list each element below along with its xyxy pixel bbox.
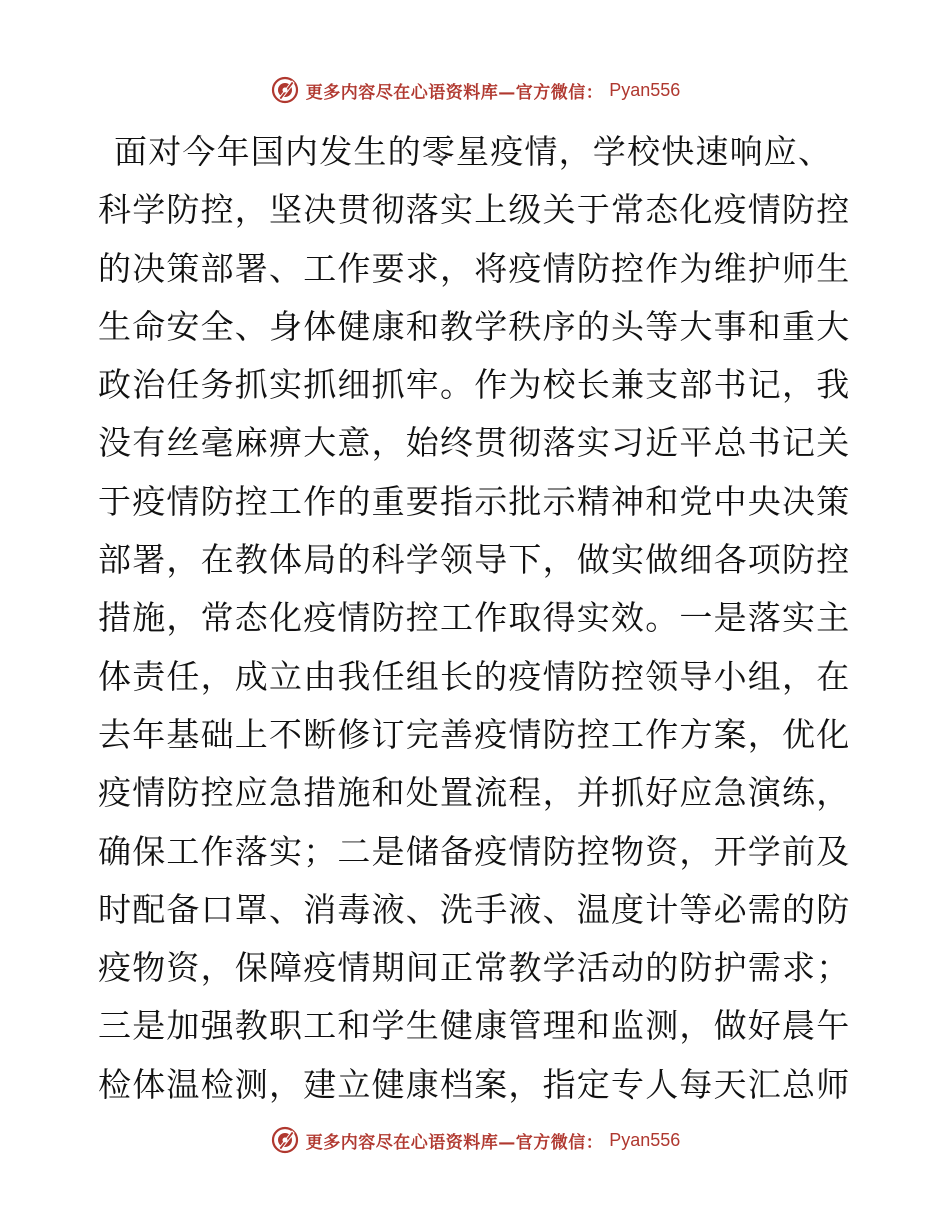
quill-seal-logo-icon: [270, 75, 300, 105]
body-line: 政治任务抓实抓细抓牢。作为校长兼支部书记，我: [98, 365, 851, 405]
body-line: 去年基础上不断修订完善疫情防控工作方案，优化: [98, 714, 851, 754]
body-line: 生命安全、身体健康和教学秩序的头等大事和重大: [98, 306, 851, 346]
header-watermark-banner: [0, 73, 950, 107]
header-wechat-id: Pyan556: [609, 79, 681, 100]
quill-seal-logo-icon: [270, 1125, 300, 1155]
footer-watermark-banner: [0, 1123, 950, 1157]
body-line: 没有丝毫麻痹大意，始终贯彻落实习近平总书记关: [98, 423, 851, 463]
body-line: 措施，常态化疫情防控工作取得实效。一是落实主: [98, 598, 851, 638]
body-line: 体责任，成立由我任组长的疫情防控领导小组，在: [98, 656, 851, 696]
document-body: [98, 123, 858, 1114]
body-line: 三是加强教职工和学生健康管理和监测，做好晨午: [98, 1006, 851, 1046]
body-line: 疫物资，保障疫情期间正常教学活动的防护需求；: [98, 948, 851, 988]
footer-wechat-id: Pyan556: [609, 1129, 681, 1150]
body-line: 确保工作落实；二是储备疫情防控物资，开学前及: [98, 831, 851, 871]
body-line: 科学防控，坚决贯彻落实上级关于常态化疫情防控: [98, 190, 851, 230]
body-line: 面对今年国内发生的零星疫情，学校快速响应、: [114, 132, 833, 171]
body-line: 时配备口罩、消毒液、洗手液、温度计等必需的防: [98, 889, 851, 929]
header-banner-text: 更多内容尽在心语资料库—官方微信：: [305, 82, 604, 103]
body-line: 部署，在教体局的科学领导下，做实做细各项防控: [98, 540, 851, 580]
body-line: 于疫情防控工作的重要指示批示精神和党中央决策: [98, 481, 851, 521]
footer-banner-text: 更多内容尽在心语资料库—官方微信：: [305, 1132, 604, 1153]
body-line: 的决策部署、工作要求，将疫情防控作为维护师生: [98, 248, 851, 288]
body-line: 检体温检测，建立健康档案，指定专人每天汇总师: [98, 1064, 851, 1104]
body-line: 疫情防控应急措施和处置流程，并抓好应急演练，: [98, 773, 851, 813]
